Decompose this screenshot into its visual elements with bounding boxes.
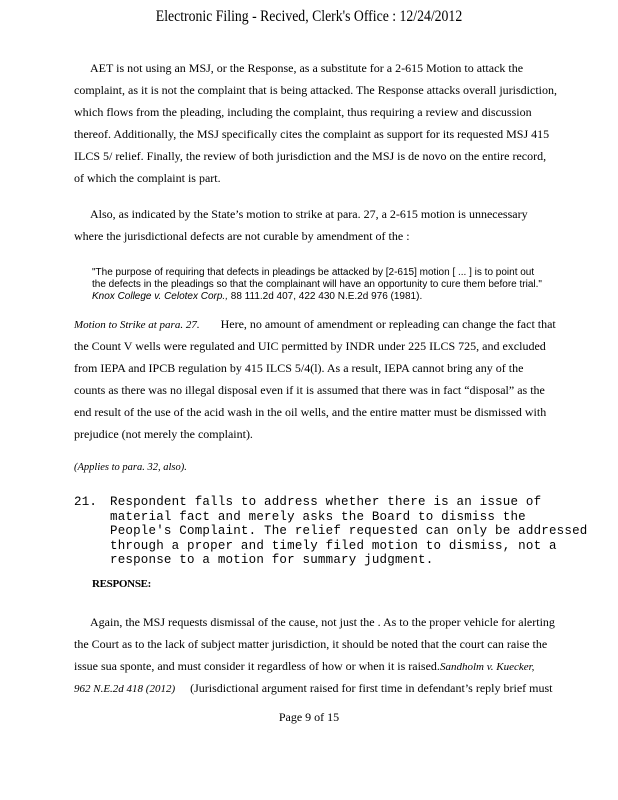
motion-to-strike-reference: Motion to Strike at para. 27. [74, 319, 200, 331]
paragraph-line: prejudice (not merely the complaint). [74, 427, 253, 441]
page-number: Page 9 of 15 [278, 710, 340, 724]
paragraph-amendment [74, 313, 594, 445]
paragraph-line: of which the complaint is part. [74, 171, 221, 185]
block-quote [92, 267, 592, 303]
item-number: 21. [74, 495, 98, 509]
citation-case-name: Knox College v. Celotex Corp., [92, 291, 228, 302]
item-line: material fact and merely asks the Board to dismiss the [110, 509, 526, 524]
paragraph-line: the Count V wells were regulated and UIC permitted by INDR under 225 ILCS 725, and excluded [74, 339, 546, 353]
paragraph-aet-not-using-msj [74, 57, 594, 189]
paragraph-line: ILCS 5/ relief. Finally, the review of both jurisdiction and the MSJ is de novo on the entire record, [74, 149, 547, 163]
paragraph-line: thereof. Additionally, the MSJ specifically cites the complaint as support for its requested MSJ 415 [74, 127, 550, 141]
paragraph-motion-to-strike [74, 203, 594, 247]
paragraph-line: AET is not using an MSJ, or the Response, as a substitute for a 2-615 Motion to attack the [90, 61, 524, 75]
paragraph-line: complaint, as it is not the complaint that is being attacked. The Response attacks overall jurisdiction, [74, 83, 557, 97]
quote-line: "The purpose of requiring that defects in pleadings be attacked by [2-615] motion [ ... ] is to point out [92, 267, 535, 278]
paragraph-line [74, 677, 594, 699]
case-citation-reporter: 962 N.E.2d 418 (2012) [74, 683, 176, 695]
quote-citation [92, 291, 592, 303]
paragraph-line: where the jurisdictional defects are not curable by amendment of the : [74, 229, 410, 243]
paragraph-line: the Court as to the lack of subject matter jurisdiction, it should be noted that the court can raise the [74, 637, 548, 651]
paragraph-line: which flows from the pleading, including the complaint, thus requiring a review and discussion [74, 105, 532, 119]
item-line: Respondent falls to address whether there is an issue of [110, 495, 542, 509]
quote-line: the defects in the pleadings so that the complainant will have an opportunity to cure them before trial." [92, 279, 542, 290]
paragraph-line: counts as there was no illegal disposal even if it is assumed that there was in fact “disposal” as the [74, 383, 545, 397]
paragraph-text: (Jurisdictional argument raised for first time in defendant’s reply brief must [175, 681, 553, 695]
filing-header: Electronic Filing - Recived, Clerk's Office : 12/24/2012 [155, 8, 463, 25]
case-citation: Sandholm v. Kuecker, [439, 661, 535, 673]
response-label: RESPONSE: [92, 578, 152, 590]
applies-note: (Applies to para. 32, also). [74, 462, 187, 473]
paragraph-response [74, 611, 594, 699]
paragraph-lead-text: Here, no amount of amendment or repleading can change the fact that [199, 317, 556, 331]
paragraph-line: Also, as indicated by the State’s motion to strike at para. 27, a 2-615 motion is unnecessary [90, 207, 528, 221]
item-line: through a proper and timely filed motion to dismiss, not a [110, 538, 557, 553]
paragraph-text: issue sua sponte, and must consider it regardless of how or when it is raised. [74, 659, 440, 673]
paragraph-line: Again, the MSJ requests dismissal of the cause, not just the . As to the proper vehicle for alerting [90, 615, 555, 629]
paragraph-lead-line [74, 313, 594, 335]
item-line: response to a motion for summary judgment. [110, 553, 434, 567]
paragraph-line: end result of the use of the acid wash in the oil wells, and the entire matter must be dismissed with [74, 405, 547, 419]
item-line: People's Complaint. The relief requested can only be addressed [110, 524, 588, 538]
citation-reporter: 88 111.2d 407, 422 430 N.E.2d 976 (1981). [228, 291, 423, 302]
paragraph-line [74, 655, 594, 677]
paragraph-line: from IEPA and IPCB regulation by 415 ILCS 5/4(l). As a result, IEPA cannot bring any of the [74, 361, 524, 375]
item-text [110, 495, 587, 568]
